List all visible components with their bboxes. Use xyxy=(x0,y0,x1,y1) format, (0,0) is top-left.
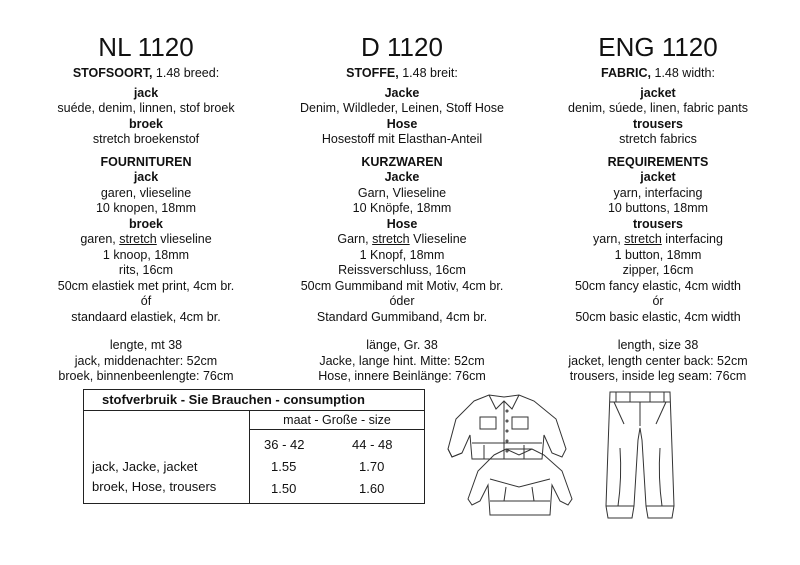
req-trousers-title: trousers xyxy=(632,216,684,231)
jacket-fabrics: denim, súede, linen, fabric pants xyxy=(568,101,748,115)
fabric-heading: FABRIC, 1.48 width: xyxy=(601,66,715,80)
length-title: länge, Gr. 38 xyxy=(366,338,438,352)
req-trousers-line: 1 Knopf, 18mm xyxy=(359,247,445,262)
pattern-code: NL 1120 xyxy=(98,32,194,62)
requirements-title: FOURNITUREN xyxy=(100,154,192,169)
trousers-title: trousers xyxy=(632,116,684,131)
req-trousers-title: Hose xyxy=(386,216,418,231)
req-trousers-line: 50cm Gummiband mit Motiv, 4cm br. xyxy=(300,278,504,293)
consumption-table xyxy=(83,389,425,504)
requirements-title: REQUIREMENTS xyxy=(607,154,709,169)
req-jacket-title: jacket xyxy=(640,170,676,184)
fabric-heading: STOFSOORT, 1.48 breed: xyxy=(72,66,220,80)
row-trousers-size-b: 1.60 xyxy=(359,481,385,496)
trousers-title: broek xyxy=(128,116,164,131)
column-de xyxy=(271,30,533,385)
jacket-fabrics: suéde, denim, linnen, stof broek xyxy=(57,101,235,115)
jacket-title: jack xyxy=(133,85,159,100)
req-trousers-or: óf xyxy=(140,294,152,308)
length-jacket: jacket, length center back: 52cm xyxy=(568,353,748,368)
consumption-body xyxy=(84,411,424,503)
trousers-title: Hose xyxy=(386,116,418,131)
size-header: maat - Große - size xyxy=(283,413,391,427)
jacket-illustration xyxy=(444,383,589,528)
length-trousers: trousers, inside leg seam: 76cm xyxy=(569,369,747,383)
size-header-rule xyxy=(250,429,424,430)
req-jacket-line: 10 knopen, 18mm xyxy=(95,201,197,215)
req-trousers-line: standaard elastiek, 4cm br. xyxy=(71,309,221,324)
req-trousers-line: Garn, stretch Vlieseline xyxy=(337,232,467,246)
req-trousers-line: 50cm fancy elastic, 4cm width xyxy=(574,278,742,293)
req-trousers-line: zipper, 16cm xyxy=(622,263,694,277)
req-jacket-line: yarn, interfacing xyxy=(613,185,703,200)
trousers-fabrics: Hosestoff mit Elasthan-Anteil xyxy=(321,132,483,146)
size-a-header: 36 - 42 xyxy=(264,437,305,452)
length-trousers: Hose, innere Beinlänge: 76cm xyxy=(318,369,486,383)
trousers-fabrics: stretch broekenstof xyxy=(92,132,200,146)
length-title: length, size 38 xyxy=(617,338,699,352)
req-trousers-or: ór xyxy=(652,294,664,308)
req-jacket-title: jack xyxy=(133,170,159,184)
pattern-code: D 1120 xyxy=(361,32,443,62)
req-trousers-line: 1 knoop, 18mm xyxy=(102,247,190,262)
jacket-title: Jacke xyxy=(384,85,420,100)
req-jacket-line: Garn, Vlieseline xyxy=(357,185,447,200)
column-nl xyxy=(15,30,277,385)
length-jacket: jack, middenachter: 52cm xyxy=(74,353,218,368)
jacket-fabrics: Denim, Wildleder, Leinen, Stoff Hose xyxy=(299,101,505,115)
row-jacket-size-a: 1.55 xyxy=(271,459,297,474)
req-trousers-line: yarn, stretch interfacing xyxy=(593,232,723,246)
req-trousers-or: óder xyxy=(389,294,415,308)
length-jacket: Jacke, lange hint. Mitte: 52cm xyxy=(319,353,485,368)
req-trousers-line: 50cm basic elastic, 4cm width xyxy=(575,309,741,324)
req-trousers-line: garen, stretch vlieseline xyxy=(80,232,212,246)
req-trousers-line: 1 button, 18mm xyxy=(614,247,702,262)
req-trousers-line: rits, 16cm xyxy=(118,263,174,277)
length-trousers: broek, binnenbeenlengte: 76cm xyxy=(58,369,234,383)
size-b-header: 44 - 48 xyxy=(352,437,393,452)
pattern-code: ENG 1120 xyxy=(598,32,718,62)
fabric-heading: STOFFE, 1.48 breit: xyxy=(346,66,458,80)
req-jacket-line: 10 Knöpfe, 18mm xyxy=(352,201,452,215)
row-trousers-size-a: 1.50 xyxy=(271,481,297,496)
req-trousers-line: Standard Gummiband, 4cm br. xyxy=(316,309,488,324)
length-title: lengte, mt 38 xyxy=(109,338,183,352)
trousers-illustration xyxy=(600,388,680,523)
req-jacket-line: garen, vlieseline xyxy=(100,185,192,200)
row-trousers-label: broek, Hose, trousers xyxy=(92,479,217,494)
row-jacket-label: jack, Jacke, jacket xyxy=(92,459,198,474)
row-jacket-size-b: 1.70 xyxy=(359,459,385,474)
jacket-title: jacket xyxy=(640,85,676,100)
req-jacket-line: 10 buttons, 18mm xyxy=(607,201,709,215)
column-en xyxy=(527,30,789,385)
req-trousers-line: Reissverschluss, 16cm xyxy=(338,263,466,277)
req-trousers-line: 50cm elastiek met print, 4cm br. xyxy=(57,278,235,293)
trousers-fabrics: stretch fabrics xyxy=(619,132,697,146)
consumption-title: stofverbruik - Sie Brauchen - consumption xyxy=(84,390,424,411)
req-jacket-title: Jacke xyxy=(384,170,420,184)
requirements-title: KURZWAREN xyxy=(361,154,443,169)
req-trousers-title: broek xyxy=(128,216,164,231)
